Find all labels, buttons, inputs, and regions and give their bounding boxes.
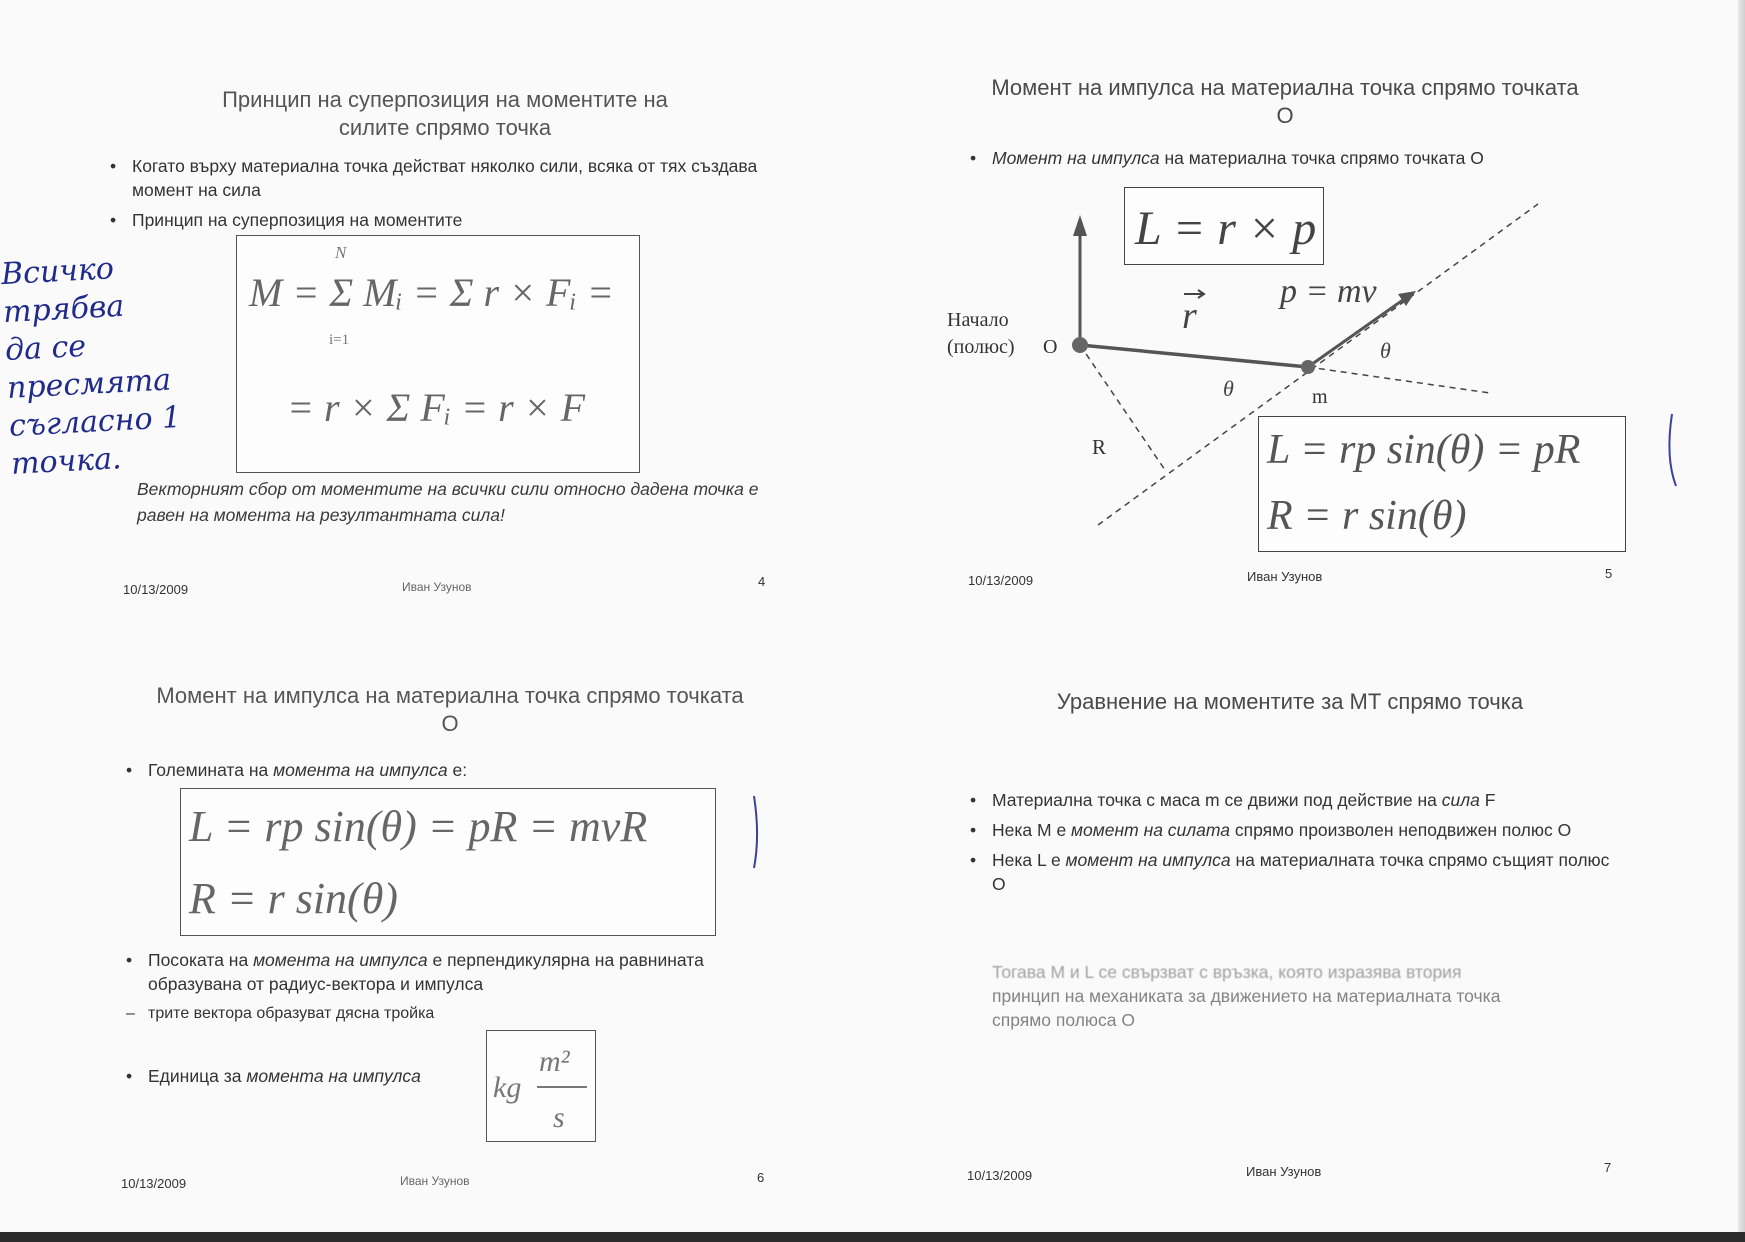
slide7-bullet-2-pre: Нека M е [992, 820, 1072, 840]
slide6-bullet-3 [120, 1064, 520, 1088]
slide7-faded-line-3: спрямо полюса О [992, 1010, 1135, 1030]
margin-pencil-mark-1 [1664, 410, 1684, 490]
slide6-author: Иван Узунов [400, 1174, 470, 1188]
label-m: m [1312, 386, 1328, 408]
slide5-bullets [964, 146, 1664, 176]
slide7-bullet-1-pre: Материална точка с маса m се движи под действие на [992, 790, 1442, 810]
slide7-author: Иван Узунов [1246, 1164, 1322, 1179]
slide4-bullets [104, 154, 804, 238]
slide7-bullet-2-post: спрямо произволен неподвижен полюс О [1230, 820, 1572, 840]
slide4-formula-i: i=1 [329, 332, 350, 348]
slide7-title: Уравнение на моментите за МТ спрямо точка [1056, 689, 1524, 714]
slide7-bullet-3-pre: Нека L е [992, 850, 1066, 870]
slide4-formula-line1: M = Σ Mᵢ = Σ r × Fᵢ = [249, 270, 614, 315]
label-theta-2: θ [1380, 338, 1391, 363]
slide4-formula-line2: = r × Σ Fᵢ = r × F [287, 385, 586, 430]
mass-point [1301, 360, 1315, 374]
slide6-bullet-1-post: е: [447, 760, 468, 780]
unit-numerator: m² [539, 1045, 570, 1078]
slide5-box-formula-1: L = rp sin(θ) = pR [1267, 427, 1581, 473]
note-line-2: да се пресмята [4, 328, 172, 406]
label-r: r [1182, 295, 1197, 337]
slide6-subbullet: – трите вектора образуват дясна тройка [96, 1002, 720, 1026]
slide7-bullet-2 [964, 818, 1614, 842]
slide4-title: Принцип на суперпозиция на моментите на силите спрямо точка [222, 87, 668, 140]
slide7-date: 10/13/2009 [967, 1168, 1033, 1183]
slide6-bullet-2-post: е перпендикулярна на равнината образувана от радиус-вектора и импулса [148, 950, 704, 994]
scan-bottom-edge [0, 1232, 1745, 1242]
slide5-author: Иван Узунов [1247, 569, 1323, 584]
slide7-faded-line-1: Тогава M и L се свързват с връзка, която изразява втория [992, 962, 1462, 982]
r-extension [1308, 367, 1490, 393]
slide4-author: Иван Узунов [402, 580, 472, 594]
slide6-title: Момент на импулса на материална точка спрямо точката О [156, 683, 744, 736]
slide6-formula-1: L = rp sin(θ) = pR = mvR [189, 802, 648, 851]
slide5-bullet-rest: на материална точка спрямо точката О [1159, 148, 1484, 168]
radius-vector [1080, 345, 1308, 367]
slide7-number: 7 [1604, 1160, 1612, 1175]
slide4-formula-n: N [335, 243, 347, 262]
slide6-bullet-1 [120, 758, 820, 782]
slide7-bullet-1 [964, 788, 1614, 812]
slide4-italic-conclusion: Векторният сбор от моментите на всички сили относно дадена точка е равен на момента на резултантната сила! [137, 479, 759, 525]
slide5-number: 5 [1605, 566, 1613, 581]
slide6-bullet-2-pre: Посоката на [148, 950, 254, 970]
slide7-bullets [964, 788, 1614, 902]
slide6-formula-2: R = r sin(θ) [189, 874, 398, 923]
slide7-bullet-3 [964, 848, 1614, 896]
slide4-bullet-2: • Принцип на суперпозиция на моментите [104, 208, 804, 232]
slide6-bullet-3-pre: Единица за [148, 1066, 247, 1086]
slide6-bullets-bottom [120, 948, 720, 1032]
label-p: p = mv [1280, 273, 1377, 310]
handwritten-note [0, 244, 242, 484]
slide7-bullet-1-post: F [1479, 790, 1496, 810]
slide6-unit-formula [486, 1030, 596, 1142]
label-o: O [1043, 336, 1058, 358]
slide4-date: 10/13/2009 [123, 582, 189, 597]
label-R: R [1092, 435, 1107, 459]
slide6-bullets-unit [120, 1064, 520, 1094]
slide6-date: 10/13/2009 [121, 1176, 187, 1191]
slide7-bullet-3-post: на материалната точка спрямо същият полюс О [992, 850, 1610, 894]
margin-pencil-mark-2 [748, 792, 764, 872]
slide7-faded-bullet [964, 960, 1652, 1032]
slide6-bullet-2 [120, 948, 720, 996]
slide5-box-formula [1258, 416, 1626, 552]
unit-kg: kg [493, 1071, 522, 1104]
label-origin-1: Начало [947, 309, 1009, 331]
origin-point [1072, 337, 1088, 353]
slide5-top-formula-text: L = r × p [1135, 202, 1317, 255]
slide4-number: 4 [758, 574, 766, 589]
slide4-bullet-1: • Когато върху материална точка действат няколко сили, всяка от тях създава момент на сила [104, 154, 804, 202]
label-theta-1: θ [1223, 376, 1234, 401]
slide7-bullet-3-italic: момент на импулса [1065, 850, 1231, 870]
slide6-number: 6 [757, 1170, 765, 1185]
slide5-bullet-1 [964, 146, 1664, 170]
slide5-date: 10/13/2009 [968, 573, 1034, 588]
note-line-4: точка. [10, 441, 123, 482]
vertical-axis-arrowhead [1073, 215, 1087, 236]
slide6-bullet-2-italic: момента на импулса [253, 950, 428, 970]
slide7-bullet-2-italic: момент на силата [1071, 820, 1230, 840]
slide7-faded-line-2: принцип на механиката за движението на материалната точка [992, 986, 1501, 1006]
note-line-1: Всичко трябва [0, 251, 126, 331]
note-line-3: съгласно 1 [8, 399, 182, 444]
slide5-box-formula-2: R = r sin(θ) [1267, 493, 1467, 539]
label-origin-2: (полюс) [947, 336, 1015, 358]
slide6-bullet-1-italic: момента на импулса [273, 760, 448, 780]
slide6-bullet-1-pre: Големината на [148, 760, 274, 780]
slide7-bullet-1-italic: сила [1441, 790, 1480, 810]
slide4-superposition-formula [236, 235, 640, 473]
unit-denominator: s [553, 1101, 565, 1134]
slide5-title: Момент на импулса на материална точка спрямо точката О [991, 75, 1579, 128]
slide6-bullet-3-italic: момента на импулса [246, 1066, 421, 1086]
slide5-bullet-italic: Момент на импулса [992, 148, 1160, 168]
slide6-bullets-top [120, 758, 820, 788]
slide6-formula [180, 788, 716, 936]
scan-right-edge [1738, 0, 1745, 1242]
